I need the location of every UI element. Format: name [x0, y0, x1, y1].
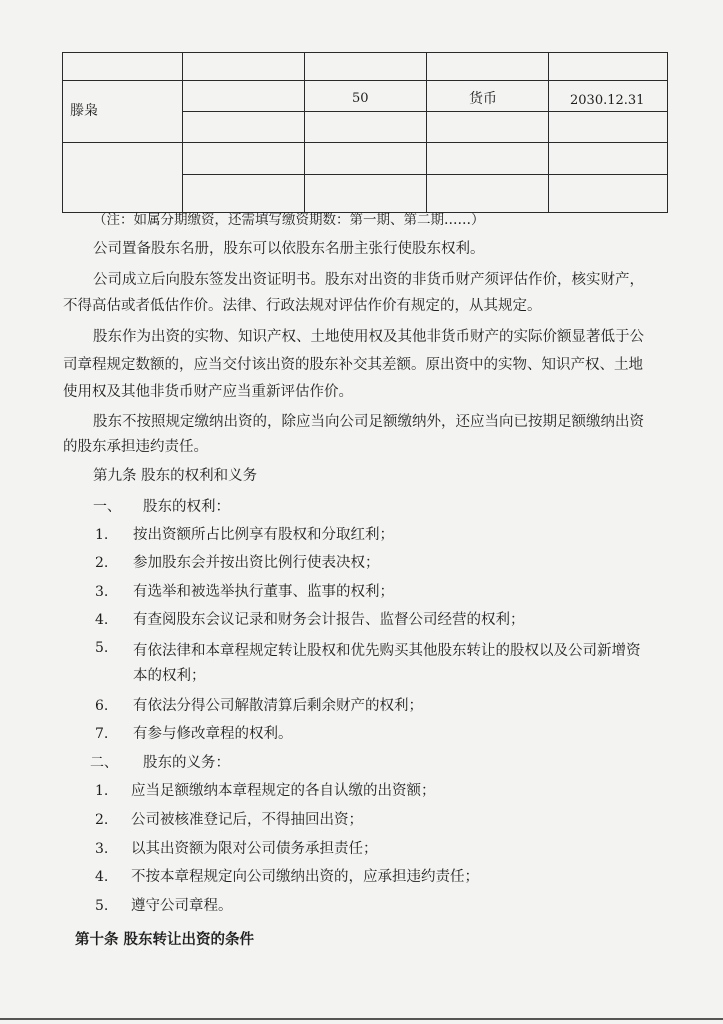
paragraph-register: 公司置备股东名册，股东可以依股东名册主张行使股东权利。	[93, 241, 485, 257]
holder-name: 滕枭	[70, 103, 98, 119]
contribution-amount: 50	[352, 91, 369, 106]
duties-item-number: 1.	[95, 783, 109, 799]
table-line	[548, 52, 549, 213]
rights-item: 有选举和被选举执行董事、监事的权利；	[133, 584, 394, 600]
paragraph-certificate-line2: 不得高估或者低估作价。法律、行政法规对评估作价有规定的，从其规定。	[63, 298, 542, 314]
duties-item-number: 2.	[95, 812, 109, 828]
rights-item-number: 7.	[95, 726, 109, 742]
paragraph-shortfall-line1: 股东作为出资的实物、知识产权、土地使用权及其他非货币财产的实际价额显著低于公	[93, 329, 644, 345]
contribution-table	[62, 52, 668, 213]
rights-item-number: 5.	[95, 640, 109, 656]
duties-item: 公司被核准登记后，不得抽回出资；	[131, 812, 363, 828]
duties-item-number: 5.	[95, 898, 109, 914]
rights-item-number: 2.	[95, 555, 109, 571]
article-9-title: 第九条 股东的权利和义务	[93, 468, 258, 484]
table-line	[426, 52, 427, 213]
rights-item: 有依法分得公司解散清算后剩余财产的权利；	[133, 698, 423, 714]
duties-item: 以其出资额为限对公司债务承担责任；	[131, 841, 378, 857]
rights-item-continued: 本的权利；	[133, 668, 206, 684]
duties-item: 不按本章程规定向公司缴纳出资的，应承担违约责任；	[131, 869, 479, 885]
rights-item: 有参与修改章程的权利。	[133, 726, 293, 742]
paragraph-shortfall-line3: 使用权及其他非货币财产应当重新评估作价。	[63, 384, 353, 400]
paragraph-breach-line1: 股东不按照规定缴纳出资的，除应当向公司足额缴纳外，还应当向已按期足额缴纳出资	[93, 414, 644, 430]
paragraph-certificate-line1: 公司成立后向股东签发出资证明书。股东对出资的非货币财产须评估作价，核实财产，	[93, 272, 644, 288]
duties-item: 遵守公司章程。	[131, 898, 233, 914]
rights-item: 有依法律和本章程规定转让股权和优先购买其他股东转让的股权以及公司新增资	[133, 643, 641, 659]
scan-edge-line	[0, 1018, 723, 1020]
duties-title: 股东的义务：	[143, 755, 230, 771]
table-line	[62, 80, 668, 81]
table-border-top	[62, 52, 668, 53]
duties-item: 应当足额缴纳本章程规定的各自认缴的出资额；	[131, 783, 436, 799]
rights-title: 股东的权利：	[143, 499, 230, 515]
table-border-right	[667, 52, 668, 213]
contribution-method: 货币	[469, 91, 497, 107]
rights-number: 一、	[93, 499, 121, 515]
rights-item-number: 6.	[95, 698, 109, 714]
rights-item-number: 4.	[95, 612, 109, 628]
table-line	[62, 142, 668, 143]
article-10-title: 第十条 股东转让出资的条件	[75, 931, 255, 948]
table-note: （注：如属分期缴资，还需填写缴资期数：第一期、第二期……）	[93, 212, 485, 228]
table-line	[182, 174, 668, 175]
rights-item: 参加股东会并按出资比例行使表决权；	[133, 555, 380, 571]
table-line	[182, 52, 183, 213]
contribution-date: 2030.12.31	[570, 93, 645, 108]
table-line	[304, 52, 305, 213]
table-line	[182, 111, 668, 112]
paragraph-shortfall-line2: 司章程规定数额的，应当交付该出资的股东补交其差额。原出资中的实物、知识产权、土地	[63, 357, 643, 373]
table-border-left	[62, 52, 63, 213]
rights-item-number: 1.	[95, 527, 109, 543]
rights-item: 按出资额所占比例享有股权和分取红利；	[133, 527, 394, 543]
duties-item-number: 3.	[95, 841, 109, 857]
rights-item: 有查阅股东会议记录和财务会计报告、监督公司经营的权利；	[133, 612, 525, 628]
rights-item-number: 3.	[95, 584, 109, 600]
duties-item-number: 4.	[95, 869, 109, 885]
duties-number: 二、	[90, 755, 118, 771]
paragraph-breach-line2: 的股东承担违约责任。	[63, 439, 208, 455]
